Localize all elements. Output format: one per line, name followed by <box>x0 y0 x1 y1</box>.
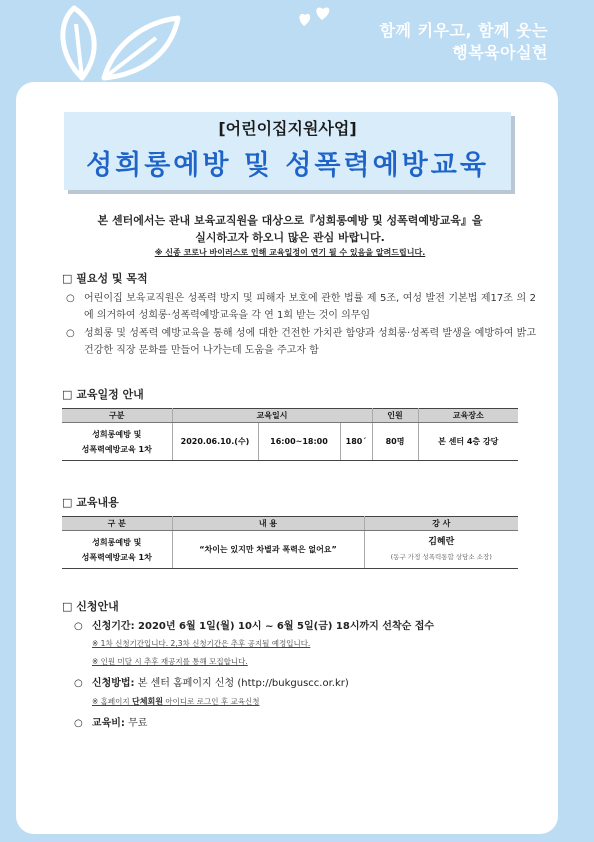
circle-bullet-icon: ○ <box>66 328 75 339</box>
table-cell-lecturer <box>364 531 518 569</box>
hearts-icon <box>298 6 334 32</box>
apply-method <box>74 674 349 689</box>
notice-text: ※ 신종 코로나 바이러스로 인해 교육일정이 연기 될 수 있음을 알려드립니다. <box>154 248 426 257</box>
category-line2: 성폭력예방교육 1차 <box>81 444 152 454</box>
column-header: 인원 <box>372 409 418 423</box>
circle-bullet-icon: ○ <box>74 718 83 729</box>
table-cell-duration: 180´ <box>340 423 372 461</box>
column-header: 강 사 <box>364 517 518 531</box>
method-label: 신청방법: <box>91 678 135 689</box>
content-table <box>62 516 518 569</box>
period-value: : 2020년 6월 1일(월) 10시 ~ 6월 5일(금) 18시까지 선착순 접수 <box>130 621 435 632</box>
table-header-row <box>62 409 518 423</box>
content-heading: □ 교육내용 <box>62 496 119 509</box>
table-cell-topic: “차이는 있지만 차별과 폭력은 없어요” <box>172 531 364 569</box>
purpose-item <box>66 290 536 324</box>
slogan-line1: 함께 키우고, 함께 웃는 <box>379 21 548 40</box>
column-header: 구 분 <box>62 517 172 531</box>
category-line1: 성희롱예방 및 <box>92 429 142 439</box>
table-cell-category <box>62 531 172 569</box>
apply-note-3 <box>92 696 259 707</box>
apply-note-1: ※ 1차 신청기간입니다. 2,3차 신청기간은 추후 공지될 예정입니다. <box>92 639 311 648</box>
schedule-heading: □ 교육일정 안내 <box>62 388 144 401</box>
intro-line2: 실시하고자 하오니 많은 관심 바랍니다. <box>195 231 385 244</box>
column-header: 구분 <box>62 409 172 423</box>
lecturer-org: (동구 가정 성폭력통합 상담소 소장) <box>390 552 492 561</box>
purpose-heading: □ 필요성 및 목적 <box>62 272 148 285</box>
category-line2: 성폭력예방교육 1차 <box>81 552 152 562</box>
table-cell-place: 본 센터 4층 강당 <box>418 423 518 461</box>
category-line1: 성희롱예방 및 <box>92 537 142 547</box>
purpose-item <box>66 325 536 359</box>
schedule-table <box>62 408 518 461</box>
circle-bullet-icon: ○ <box>74 621 83 632</box>
notice <box>40 247 540 258</box>
title-sub: [어린이집지원사업] <box>218 119 357 138</box>
leaf-icon <box>52 4 192 82</box>
apply-heading: □ 신청안내 <box>62 600 119 613</box>
table-row <box>62 423 518 461</box>
note3-prefix: ※ 홈페이지 <box>92 697 133 706</box>
table-cell-category <box>62 423 172 461</box>
note3-bold: 단체회원 <box>132 697 163 706</box>
period-label: 신청기간 <box>91 621 131 632</box>
column-header: 내 용 <box>172 517 364 531</box>
intro-text <box>40 212 540 246</box>
apply-note-2: ※ 인원 미달 시 추후 재공지를 통해 모집합니다. <box>92 657 248 666</box>
fee-label: 교육비: <box>91 718 125 729</box>
lecturer-name: 김혜란 <box>428 536 455 547</box>
apply-fee <box>74 714 147 729</box>
apply-period <box>74 617 434 632</box>
table-cell-people: 80명 <box>372 423 418 461</box>
slogan <box>380 20 548 64</box>
page-title: 성희롱예방 및 성폭력예방교육 <box>86 150 489 181</box>
slogan-line2: 행복육아실현 <box>452 43 548 62</box>
circle-bullet-icon: ○ <box>66 293 75 304</box>
note3-suffix: 아이디로 로그인 후 교육신청 <box>162 697 260 706</box>
table-header-row <box>62 517 518 531</box>
purpose-item-text: 성희롱 및 성폭력 예방교육을 통해 성에 대한 건전한 가치관 함양과 성희롱·성폭력 발생을 예방하여 밝고 건강한 직장 문화를 만들어 나가는데 도움을 주고자 함 <box>84 328 536 356</box>
table-row <box>62 531 518 569</box>
table-cell-time: 16:00~18:00 <box>258 423 340 461</box>
fee-value: 무료 <box>124 718 148 729</box>
table-cell-date: 2020.06.10.(수) <box>172 423 258 461</box>
column-header: 교육일시 <box>172 409 372 423</box>
purpose-item-text: 어린이집 보육교직원은 성폭력 방지 및 피해자 보호에 관한 법률 제 5조, 여성 발전 기본법 제17조 의 2에 의거하여 성희롱·성폭력예방교육을 각 연 1회 받는 것이 의무임 <box>84 293 536 321</box>
intro-line1: 본 센터에서는 관내 보육교직원을 대상으로『성희롱예방 및 성폭력예방교육』을 <box>97 214 483 227</box>
title-box <box>64 112 511 190</box>
circle-bullet-icon: ○ <box>74 678 83 689</box>
column-header: 교육장소 <box>418 409 518 423</box>
method-value: 본 센터 홈페이지 신청 (http://bukguscc.or.kr) <box>134 678 349 689</box>
